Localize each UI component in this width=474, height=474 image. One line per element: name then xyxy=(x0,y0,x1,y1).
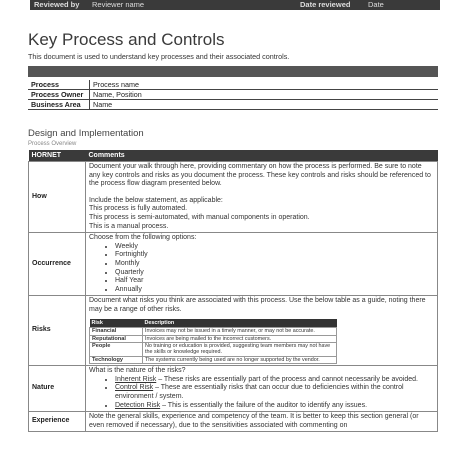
table-row-nature xyxy=(29,366,438,412)
risk-term: Detection Risk xyxy=(115,401,161,409)
table-row xyxy=(28,80,438,90)
occurrence-intro: Choose from the following options: xyxy=(89,234,197,242)
risk-table xyxy=(89,319,337,365)
row-comments xyxy=(86,162,438,233)
info-label: Process Owner xyxy=(28,90,90,100)
info-label: Process xyxy=(28,80,90,90)
risk-term-text: – These are essentially risks that can occur due to deficiencies within the control environment / system. xyxy=(115,384,404,400)
description-header: Description xyxy=(143,319,337,328)
table-row xyxy=(90,328,337,335)
list-item: • Quarterly xyxy=(115,269,434,278)
occurrence-options-list xyxy=(89,243,434,295)
row-comments xyxy=(86,296,438,366)
table-row xyxy=(90,356,337,363)
row-comments: Note the general skills, experience and competency of the team. It is better to keep this section general (or even removed if necessary), due to the sensitivities associated with commenting on xyxy=(86,412,438,432)
risk-header: Risk xyxy=(90,319,143,328)
info-label: Business Area xyxy=(28,100,90,110)
table-header-row xyxy=(90,319,337,328)
table-row-occurrence xyxy=(29,233,438,296)
row-label: Risks xyxy=(29,296,86,366)
date-reviewed-value: Date xyxy=(368,0,384,9)
nature-list xyxy=(89,376,434,410)
table-row xyxy=(90,342,337,356)
risk-term: Control Risk xyxy=(115,384,154,392)
reviewed-by-label: Reviewed by xyxy=(34,0,80,9)
row-label: Nature xyxy=(29,366,86,412)
risk-description: No training or education is provided, suggesting team members may not have the skills or knowledge required. xyxy=(143,342,337,356)
risk-term-text: – This is essentially the failure of the auditor to identify any issues. xyxy=(160,401,368,409)
risk-description: The systems currently being used are no longer supported by the vendor. xyxy=(143,356,337,363)
row-label: Occurrence xyxy=(29,233,86,296)
table-row-how xyxy=(29,162,438,233)
risk-description: Invoices are being mailed to the incorrect customers. xyxy=(143,335,337,342)
table-row xyxy=(28,100,438,110)
hornet-table xyxy=(28,150,438,432)
process-info-table xyxy=(28,80,438,110)
table-header-row xyxy=(29,150,438,162)
table-row xyxy=(28,90,438,100)
table-row xyxy=(90,335,337,342)
row-label: Experience xyxy=(29,412,86,432)
list-item xyxy=(115,384,434,401)
how-statement: This process is fully automated. xyxy=(89,205,188,213)
review-header-bar xyxy=(30,0,440,10)
risks-intro: Document what risks you think are associated with this process. Use the below table as a guide, noting there may be a range of other risks. xyxy=(89,297,426,313)
list-item xyxy=(115,376,434,385)
section-heading: Design and Implementation xyxy=(28,128,144,139)
section-subheading: Process Overview xyxy=(28,141,77,147)
how-statement: This is a manual process. xyxy=(89,222,169,230)
table-row-risks xyxy=(29,296,438,366)
row-comments xyxy=(86,366,438,412)
list-item: • Annually xyxy=(115,286,434,295)
info-value: Process name xyxy=(90,80,439,90)
list-item: • Half Year xyxy=(115,277,434,286)
how-paragraph: Document your walk through here, providing commentary on how the process is performed. Be sure to note any key controls and risks as you document the process. These key controls and risks should be referenced to the process flow diagram presented below. xyxy=(89,163,431,188)
how-paragraph: Include the below statement, as applicable: xyxy=(89,196,223,204)
document-intro: This document is used to understand key processes and their associated controls. xyxy=(28,52,290,61)
list-item: • Weekly xyxy=(115,243,434,252)
risk-term-text: – These risks are essentially part of the process and cannot necessarily be avoided. xyxy=(156,375,418,383)
row-comments xyxy=(86,233,438,296)
column-header-hornet: HORNET xyxy=(29,150,86,162)
risk-description: Invoices may not be issued in a timely manner, or may not be accurate. xyxy=(143,328,337,335)
column-header-comments: Comments xyxy=(86,150,438,162)
list-item: • Monthly xyxy=(115,260,434,269)
info-value: Name, Position xyxy=(90,90,439,100)
info-header-bar xyxy=(28,66,438,77)
risk-name: People xyxy=(90,342,143,356)
list-item xyxy=(115,402,434,411)
date-reviewed-label: Date reviewed xyxy=(300,0,351,9)
row-label: How xyxy=(29,162,86,233)
nature-intro: What is the nature of the risks? xyxy=(89,367,186,375)
reviewed-by-value: Reviewer name xyxy=(92,0,145,9)
list-item: • Fortnightly xyxy=(115,251,434,260)
table-row-experience xyxy=(29,412,438,432)
risk-name: Reputational xyxy=(90,335,143,342)
document-title: Key Process and Controls xyxy=(28,30,225,49)
risk-name: Financial xyxy=(90,328,143,335)
how-statement: This process is semi-automated, with manual components in operation. xyxy=(89,213,310,221)
risk-name: Technology xyxy=(90,356,143,363)
risk-term: Inherent Risk xyxy=(115,375,157,383)
info-value: Name xyxy=(90,100,439,110)
